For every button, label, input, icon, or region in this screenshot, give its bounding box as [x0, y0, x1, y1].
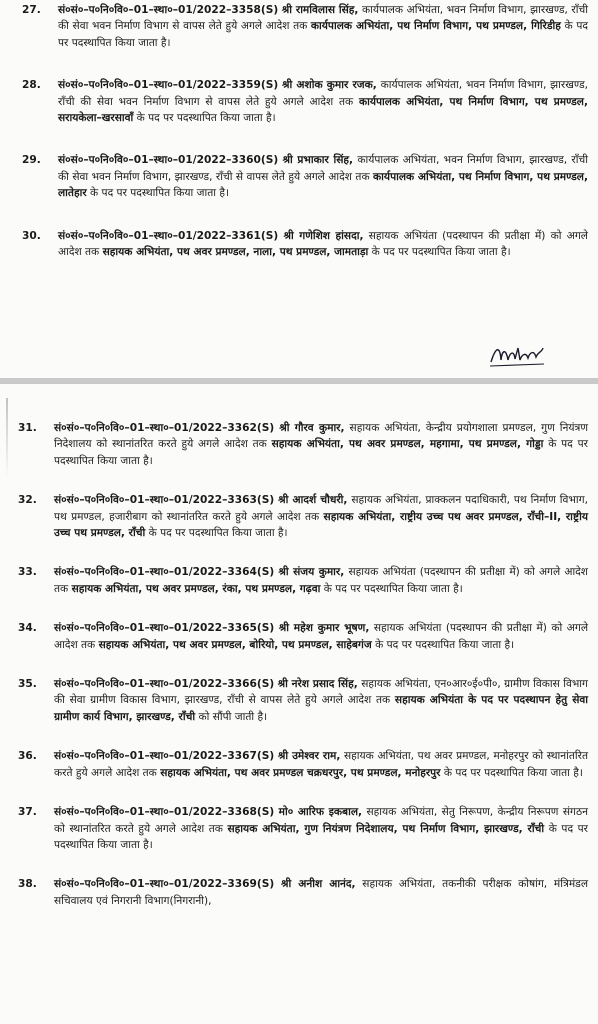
order-entry [18, 876, 588, 909]
entry-body [54, 492, 588, 541]
order-entry [22, 152, 588, 201]
entry-number: 38. [18, 878, 37, 891]
signature-icon [488, 340, 546, 370]
entry-text: सहायक अभियंता, एन०आर०ई०पी०, ग्रामीण विकास विभाग की सेवा ग्रामीण विकास विभाग, झारखण्ड, राँची से वापस लेते हुये अगले आदेश तक [54, 678, 588, 707]
officer-name: श्री महेश कुमार भूषण, [278, 622, 370, 635]
document-page-top [0, 0, 598, 378]
order-entry [18, 804, 588, 853]
officer-name: श्री रामविलास सिंह, [281, 4, 359, 16]
officer-name: श्री अनीश आनंद, [280, 878, 356, 891]
entry-body [54, 564, 588, 597]
officer-name: श्री अशोक कुमार रजक, [282, 79, 377, 92]
entry-tail: के पद पर पदस्थापित किया जाता है। [54, 438, 588, 467]
entry-tail: को सौंपी जाती है। [198, 710, 268, 723]
entry-body [58, 77, 588, 126]
order-entry [18, 620, 588, 653]
officer-name: मो० आरिफ इकबाल, [278, 806, 363, 819]
posting-designation: सहायक अभियंता, पथ अवर प्रमण्डल, महगामा, पथ प्रमण्डल, गोड्डा [271, 438, 544, 451]
document-page-bottom [0, 384, 598, 1024]
reference-code: सं०सं०–प०नि०वि०–01–स्था०–01/2022–3365(S) [54, 622, 275, 635]
order-entry [18, 676, 588, 725]
order-entry [22, 77, 588, 126]
entry-body [54, 876, 588, 909]
entry-number: 31. [18, 422, 37, 434]
entry-text: सहायक अभियंता, तकनीकी परीक्षक कोषांग, मंत्रिमंडल सचिवालय एवं निगरानी विभाग(निगरानी), [54, 878, 589, 907]
posting-designation: सहायक अभियंता, राष्ट्रीय उच्च पथ अवर प्रमण्डल, राँची–II, राष्ट्रीय उच्च पथ प्रमण्डल, राँची [54, 510, 588, 540]
entry-text: सहायक अभियंता, प्राक्कलन पदाधिकारी, पथ निर्माण विभाग, पथ प्रमण्डल, हजारीबाग को स्थानांतरित करते हुये अगले आदेश तक [54, 494, 588, 523]
reference-code: सं०सं०–प०नि०वि०–01–स्था०–01/2022–3364(S) [54, 566, 275, 579]
officer-name: श्री नरेश प्रसाद सिंह, [277, 678, 358, 691]
entry-tail: के पद पर पदस्थापित किया जाता है। [443, 766, 583, 779]
entry-text: सहायक अभियंता (पदस्थापन की प्रतीक्षा में) को अगले आदेश तक [58, 229, 588, 259]
entry-tail: के पद पर पदस्थापित किया जाता है। [323, 582, 463, 595]
entry-tail: के पद पर पदस्थापित किया जाता है। [371, 246, 511, 259]
order-entry [22, 228, 588, 261]
entry-body [54, 676, 588, 725]
reference-code: सं०सं०–प०नि०वि०–01–स्था०–01/2022–3358(S) [58, 4, 279, 16]
entry-text: कार्यपालक अभियंता, भवन निर्माण विभाग, झारखण्ड, राँची की सेवा भवन निर्माण विभाग से वापस लेते हुये अगले आदेश तक [58, 79, 588, 108]
posting-designation: सहायक अभियंता, गुण नियंत्रण निदेशालय, पथ निर्माण विभाग, झारखण्ड, राँची [227, 822, 545, 835]
officer-name: श्री उमेश्वर राम, [277, 750, 341, 763]
entry-body [54, 748, 588, 781]
posting-designation: कार्यपालक अभियंता, पथ निर्माण विभाग, पथ प्रमण्डल, गिरिडीह [310, 20, 561, 33]
entry-number: 32. [18, 494, 37, 507]
posting-designation: सहायक अभियंता के पद पर पदस्थापन हेतु सेवा ग्रामीण कार्य विभाग, झारखण्ड, राँची [54, 694, 589, 723]
posting-designation: कार्यपालक अभियंता, पथ निर्माण विभाग, पथ प्रमण्डल, लातेहार [58, 170, 588, 200]
entry-text: कार्यपालक अभियंता, भवन निर्माण विभाग, झारखण्ड, राँची की सेवा भवन निर्माण विभाग, झारखण्ड, राँची से वापस लेते हुये अगले आदेश तक [58, 154, 588, 183]
entry-body [54, 420, 588, 469]
reference-code: सं०सं०–प०नि०वि०–01–स्था०–01/2022–3361(S) [58, 229, 279, 242]
entry-text: सहायक अभियंता, सेतु निरूपण, केन्द्रीय निरूपण संगठन को स्थानांतरित करते हुये अगले आदेश तक [54, 806, 588, 835]
paper-crease [6, 398, 8, 478]
order-entry [18, 492, 588, 541]
reference-code: सं०सं०–प०नि०वि०–01–स्था०–01/2022–3359(S) [58, 79, 279, 92]
entry-number: 30. [22, 229, 41, 242]
order-entry [18, 564, 588, 597]
officer-name: श्री आदर्श चौधरी, [278, 494, 348, 507]
entry-tail: के पद पर पदस्थापित किया जाता है। [54, 822, 588, 851]
entry-number: 28. [22, 79, 41, 92]
entry-tail: के पद पर पदस्थापित किया जाता है। [90, 187, 230, 200]
officer-name: श्री गणेशिश हांसदा, [283, 229, 364, 242]
reference-code: सं०सं०–प०नि०वि०–01–स्था०–01/2022–3369(S) [54, 878, 275, 891]
entry-text: कार्यपालक अभियंता, भवन निर्माण विभाग, झारखण्ड, राँची की सेवा भवन निर्माण विभाग से वापस लेते हुये अगले आदेश तक [58, 4, 588, 33]
posting-designation: सहायक अभियंता, पथ अवर प्रमण्डल, रंका, पथ प्रमण्डल, गढ़वा [71, 582, 321, 595]
entry-tail: के पद पर पदस्थापित किया जाता है। [136, 112, 276, 125]
entry-tail: के पद पर पदस्थापित किया जाता है। [148, 527, 288, 540]
reference-code: सं०सं०–प०नि०वि०–01–स्था०–01/2022–3366(S) [54, 678, 275, 691]
entry-number: 33. [18, 566, 37, 579]
entry-body [54, 804, 588, 853]
entry-number: 35. [18, 678, 37, 691]
reference-code: सं०सं०–प०नि०वि०–01–स्था०–01/2022–3362(S) [54, 422, 275, 434]
entry-body [58, 228, 588, 261]
entry-tail: के पद पर पदस्थापित किया जाता है। [58, 20, 588, 49]
entry-number: 37. [18, 806, 37, 819]
entry-text: सहायक अभियंता, केन्द्रीय प्रयोगशाला प्रमण्डल, गुण नियंत्रण निदेशालय को स्थानांतरित करते हुये अगले आदेश तक [54, 422, 588, 451]
order-entry [18, 420, 588, 469]
reference-code: सं०सं०–प०नि०वि०–01–स्था०–01/2022–3367(S) [54, 750, 275, 763]
posting-designation: सहायक अभियंता, पथ अवर प्रमण्डल, बोरियो, पथ प्रमण्डल, साहेबगंज [98, 638, 372, 651]
reference-code: सं०सं०–प०नि०वि०–01–स्था०–01/2022–3360(S) [58, 154, 279, 167]
entry-body [58, 2, 588, 51]
order-entry [18, 748, 588, 781]
entry-text: सहायक अभियंता (पदस्थापन की प्रतीक्षा में) को अगले आदेश तक [54, 566, 589, 595]
entry-number: 29. [22, 154, 41, 167]
entry-tail: के पद पर पदस्थापित किया जाता है। [375, 638, 515, 651]
officer-name: श्री संजय कुमार, [278, 566, 345, 579]
officer-name: श्री गौरव कुमार, [279, 422, 345, 434]
reference-code: सं०सं०–प०नि०वि०–01–स्था०–01/2022–3363(S) [54, 494, 275, 507]
order-entry [22, 2, 588, 51]
posting-designation: सहायक अभियंता, पथ अवर प्रमण्डल चक्रधरपुर, पथ प्रमण्डल, मनोहरपुर [160, 766, 441, 779]
posting-designation: सहायक अभियंता, पथ अवर प्रमण्डल, नाला, पथ प्रमण्डल, जामताड़ा [102, 246, 369, 259]
entry-number: 36. [18, 750, 37, 763]
entry-body [54, 620, 588, 653]
entry-number: 27. [22, 4, 41, 16]
entry-body [58, 152, 588, 201]
entry-number: 34. [18, 622, 37, 635]
officer-name: श्री प्रभाकार सिंह, [282, 154, 354, 167]
reference-code: सं०सं०–प०नि०वि०–01–स्था०–01/2022–3368(S) [54, 806, 275, 819]
posting-designation: कार्यपालक अभियंता, पथ निर्माण विभाग, पथ प्रमण्डल, सरायकेला–खरसावाँ [58, 95, 588, 125]
entry-text: सहायक अभियंता (पदस्थापन की प्रतीक्षा में) को अगले आदेश तक [54, 622, 588, 651]
entry-text: सहायक अभियंता, पथ अवर प्रमण्डल, मनोहरपुर को स्थानांतरित करते हुये अगले आदेश तक [54, 750, 588, 779]
